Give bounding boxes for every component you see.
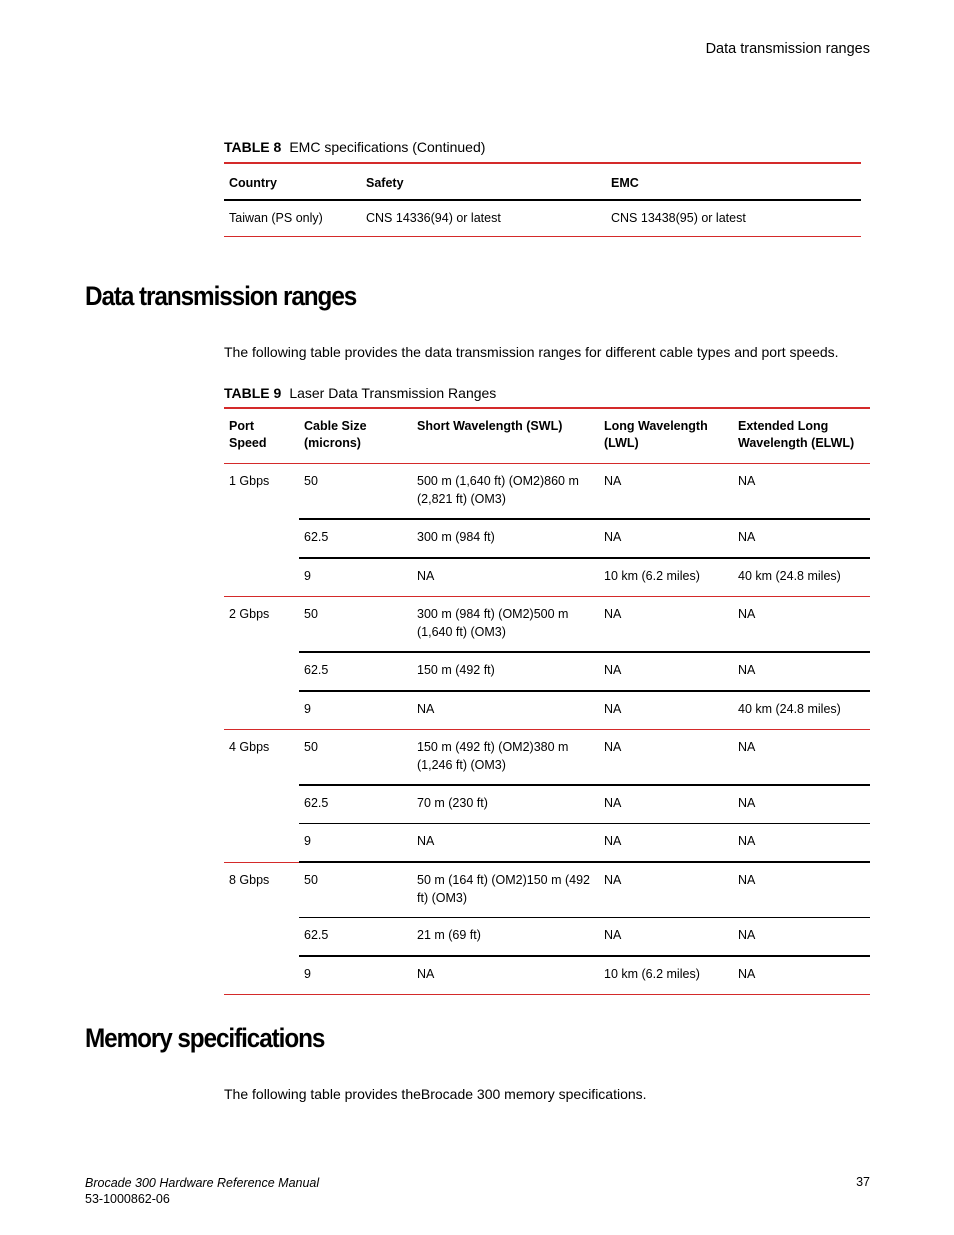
col-header-lwl: Long Wavelength (LWL) <box>599 408 733 464</box>
cell-cable-size: 9 <box>299 824 412 863</box>
cell-port-speed: 1 Gbps <box>224 464 299 597</box>
table-row <box>224 519 870 558</box>
cell-lwl: 10 km (6.2 miles) <box>599 956 733 995</box>
cell-country: Taiwan (PS only) <box>224 200 361 236</box>
cell-swl: 150 m (492 ft) <box>412 652 599 691</box>
cell-cable-size: 62.5 <box>299 652 412 691</box>
table8-caption <box>224 139 485 155</box>
cell-swl: NA <box>412 691 599 730</box>
table-row <box>224 824 870 863</box>
table-row <box>224 558 870 597</box>
cell-lwl: NA <box>599 691 733 730</box>
cell-port-speed: 2 Gbps <box>224 597 299 730</box>
col-header-safety: Safety <box>361 163 606 200</box>
cell-elwl: NA <box>733 785 870 824</box>
cell-cable-size: 62.5 <box>299 918 412 957</box>
cell-cable-size: 50 <box>299 597 412 653</box>
footer-doc-number: 53-1000862-06 <box>85 1192 170 1206</box>
cell-lwl: NA <box>599 918 733 957</box>
cell-elwl: 40 km (24.8 miles) <box>733 691 870 730</box>
table-row <box>224 652 870 691</box>
footer-doc-info <box>85 1175 319 1207</box>
section-intro-data-transmission: The following table provides the data transmission ranges for different cable types and port speeds. <box>224 344 839 360</box>
cell-swl: NA <box>412 558 599 597</box>
cell-lwl: NA <box>599 824 733 863</box>
cell-elwl: NA <box>733 730 870 786</box>
table-row <box>224 464 870 520</box>
table-row <box>224 597 870 653</box>
table9-title: Laser Data Transmission Ranges <box>289 385 497 401</box>
laser-range-table <box>224 407 870 995</box>
cell-safety: CNS 14336(94) or latest <box>361 200 606 236</box>
col-header-emc: EMC <box>606 163 861 200</box>
cell-elwl: NA <box>733 597 870 653</box>
col-header-cable-size: Cable Size (microns) <box>299 408 412 464</box>
section-heading-memory: Memory specifications <box>85 1023 325 1053</box>
cell-elwl: NA <box>733 956 870 995</box>
cell-cable-size: 50 <box>299 862 412 918</box>
footer-manual-title: Brocade 300 Hardware Reference Manual <box>85 1176 320 1190</box>
running-header: Data transmission ranges <box>705 41 870 57</box>
table-header-row <box>224 163 861 200</box>
cell-cable-size: 50 <box>299 730 412 786</box>
cell-lwl: NA <box>599 730 733 786</box>
cell-elwl: NA <box>733 464 870 520</box>
section-intro-memory: The following table provides theBrocade 300 memory specifications. <box>224 1086 647 1102</box>
table-header-row <box>224 408 870 464</box>
cell-elwl: NA <box>733 824 870 863</box>
cell-elwl: NA <box>733 519 870 558</box>
col-header-port-speed: Port Speed <box>224 408 299 464</box>
table-row <box>224 862 870 918</box>
table-row <box>224 730 870 786</box>
col-header-country: Country <box>224 163 361 200</box>
cell-elwl: NA <box>733 652 870 691</box>
cell-lwl: NA <box>599 785 733 824</box>
cell-swl: NA <box>412 956 599 995</box>
cell-elwl: NA <box>733 918 870 957</box>
table9-caption <box>224 385 496 401</box>
cell-cable-size: 9 <box>299 956 412 995</box>
cell-lwl: NA <box>599 652 733 691</box>
cell-swl: 300 m (984 ft) (OM2)500 m (1,640 ft) (OM3) <box>412 597 599 653</box>
cell-swl: 500 m (1,640 ft) (OM2)860 m (2,821 ft) (OM3) <box>412 464 599 520</box>
emc-spec-table <box>224 162 861 237</box>
cell-swl: 21 m (69 ft) <box>412 918 599 957</box>
cell-elwl: NA <box>733 862 870 918</box>
table-row <box>224 918 870 957</box>
table9-label: TABLE 9 <box>224 385 282 401</box>
cell-swl: 150 m (492 ft) (OM2)380 m (1,246 ft) (OM3) <box>412 730 599 786</box>
cell-cable-size: 9 <box>299 558 412 597</box>
col-header-elwl: Extended Long Wavelength (ELWL) <box>733 408 870 464</box>
cell-cable-size: 62.5 <box>299 785 412 824</box>
cell-cable-size: 50 <box>299 464 412 520</box>
table-row <box>224 691 870 730</box>
cell-lwl: NA <box>599 464 733 520</box>
table8-title: EMC specifications (Continued) <box>289 139 486 155</box>
cell-swl: 300 m (984 ft) <box>412 519 599 558</box>
cell-cable-size: 9 <box>299 691 412 730</box>
cell-swl: 70 m (230 ft) <box>412 785 599 824</box>
table-row <box>224 785 870 824</box>
cell-lwl: 10 km (6.2 miles) <box>599 558 733 597</box>
cell-elwl: 40 km (24.8 miles) <box>733 558 870 597</box>
table-row <box>224 200 861 236</box>
cell-port-speed: 8 Gbps <box>224 862 299 995</box>
cell-emc: CNS 13438(95) or latest <box>606 200 861 236</box>
page-number: 37 <box>856 1175 870 1189</box>
table8-label: TABLE 8 <box>224 139 282 155</box>
cell-port-speed: 4 Gbps <box>224 730 299 863</box>
cell-swl: 50 m (164 ft) (OM2)150 m (492 ft) (OM3) <box>412 862 599 918</box>
cell-lwl: NA <box>599 862 733 918</box>
cell-lwl: NA <box>599 519 733 558</box>
cell-lwl: NA <box>599 597 733 653</box>
cell-cable-size: 62.5 <box>299 519 412 558</box>
col-header-swl: Short Wavelength (SWL) <box>412 408 599 464</box>
section-heading-data-transmission: Data transmission ranges <box>85 281 357 311</box>
cell-swl: NA <box>412 824 599 863</box>
table-row <box>224 956 870 995</box>
